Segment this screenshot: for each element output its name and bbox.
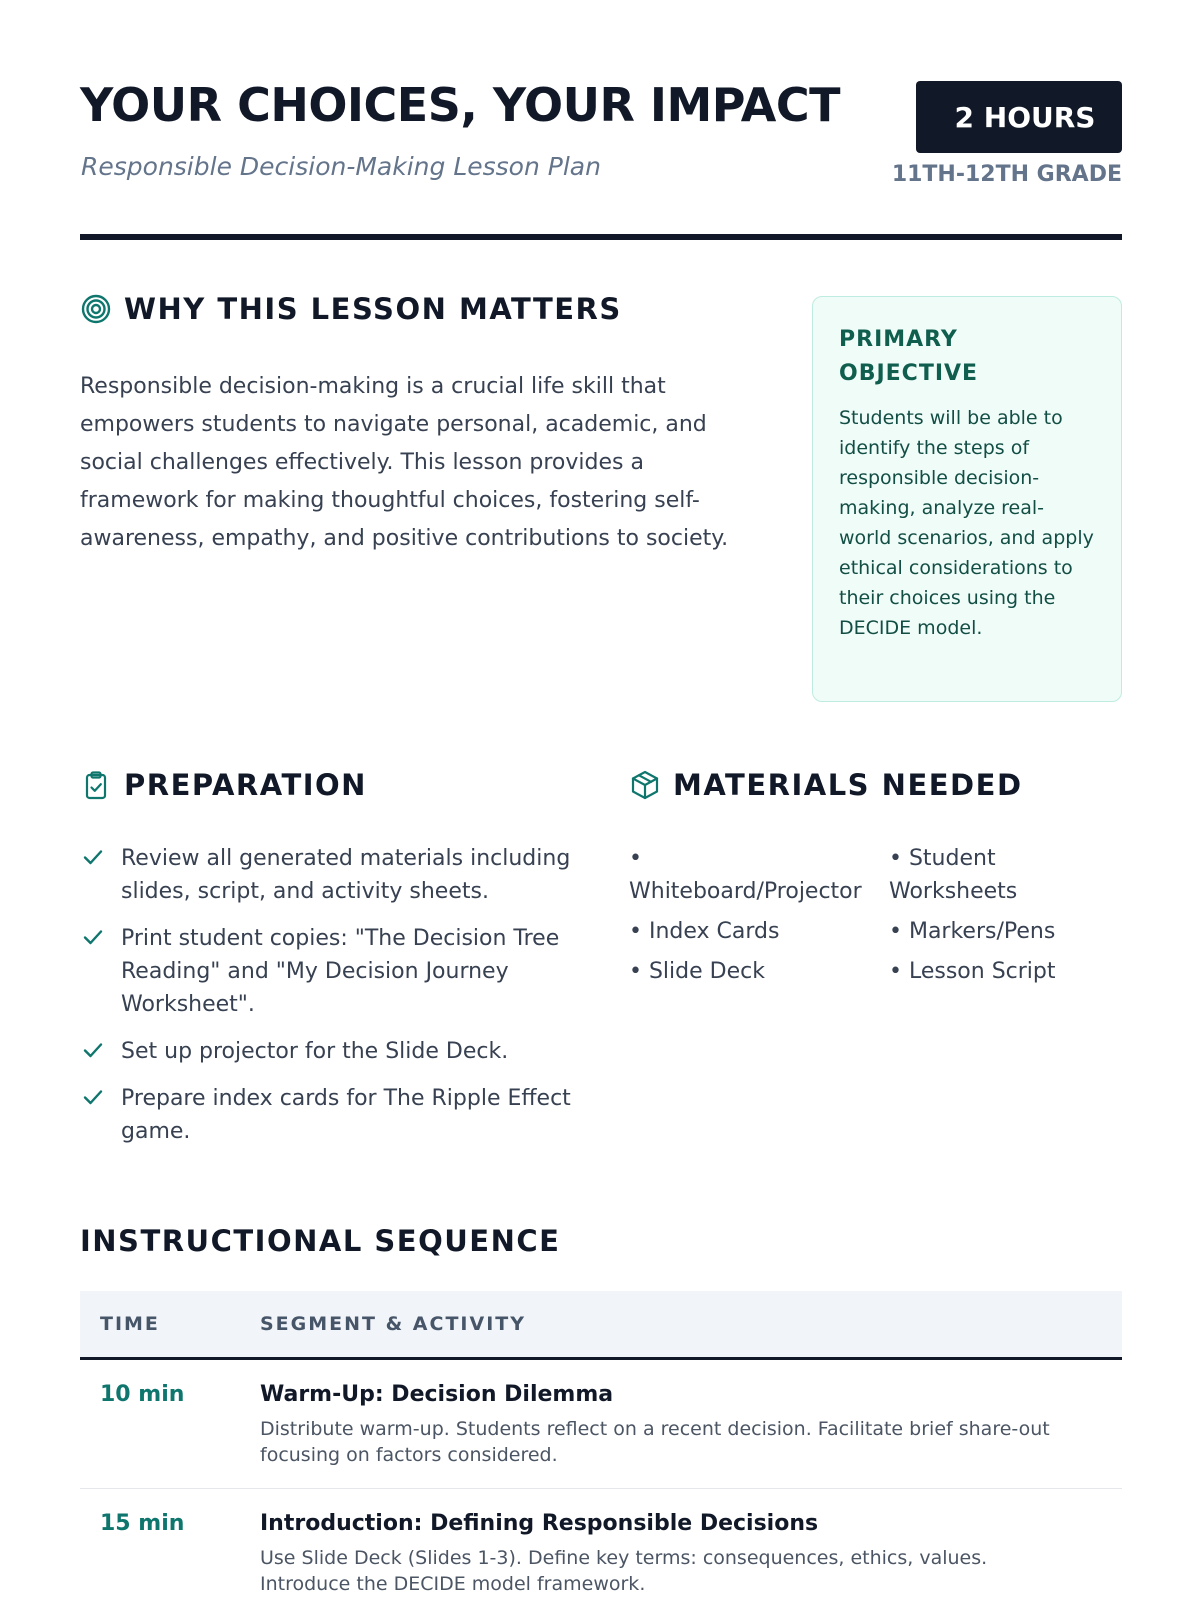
page-title: YOUR CHOICES, YOUR IMPACT xyxy=(80,78,840,132)
list-item: • Index Cards xyxy=(629,915,889,948)
page-subtitle: Responsible Decision-Making Lesson Plan xyxy=(81,152,601,181)
table-header-row xyxy=(80,1291,1122,1359)
target-icon xyxy=(80,293,112,325)
why-section-heading xyxy=(80,292,622,326)
segment-cell xyxy=(240,1359,1122,1489)
list-item: • Student Worksheets xyxy=(889,842,1069,908)
header-divider xyxy=(80,234,1122,240)
materials-heading-text: MATERIALS NEEDED xyxy=(673,768,1023,802)
list-item xyxy=(80,842,600,908)
segment-name: Warm-Up: Decision Dilemma xyxy=(260,1380,1122,1410)
preparation-item-text: Review all generated materials including slides, script, and activity sheets. xyxy=(121,846,570,904)
column-header-segment: SEGMENT & ACTIVITY xyxy=(240,1291,1122,1359)
check-icon xyxy=(82,1086,104,1108)
sequence-table xyxy=(80,1291,1122,1617)
objective-text: Students will be able to identify the steps of responsible decision-making, analyze real-world scenarios, and apply ethical considerations to their choices using the DECIDE model. xyxy=(839,403,1095,643)
preparation-heading-text: PREPARATION xyxy=(124,768,367,802)
segment-time: 15 min xyxy=(100,1509,240,1539)
segment-description: Use Slide Deck (Slides 1-3). Define key terms: consequences, ethics, values. Introduce the DECIDE model framework. xyxy=(260,1545,1122,1597)
segment-name: Introduction: Defining Responsible Decisions xyxy=(260,1509,1122,1539)
list-item: • Whiteboard/Projector xyxy=(629,842,869,908)
materials-list xyxy=(629,842,1129,988)
box-icon xyxy=(629,769,661,801)
primary-objective-card xyxy=(812,296,1122,702)
check-icon xyxy=(82,926,104,948)
time-cell xyxy=(80,1359,240,1489)
list-item xyxy=(80,1035,600,1068)
grade-level: 11TH-12TH GRADE xyxy=(892,162,1122,187)
table-row xyxy=(80,1359,1122,1489)
sequence-heading: INSTRUCTIONAL SEQUENCE xyxy=(80,1224,560,1258)
why-paragraph: Responsible decision-making is a crucial life skill that empowers students to navigate personal, academic, and social challenges effectively. This lesson provides a framework for making thoughtful choices, fostering self-awareness, empathy, and positive contributions to society. xyxy=(80,368,740,558)
list-item: • Slide Deck xyxy=(629,955,889,988)
check-icon xyxy=(82,1039,104,1061)
preparation-list xyxy=(80,842,600,1162)
time-cell xyxy=(80,1489,240,1617)
objective-title: PRIMARY OBJECTIVE xyxy=(839,323,1039,391)
list-item: • Markers/Pens xyxy=(889,915,1129,948)
segment-cell xyxy=(240,1489,1122,1617)
column-header-time: TIME xyxy=(80,1291,240,1359)
segment-time: 10 min xyxy=(100,1380,240,1410)
duration-badge: 2 HOURS xyxy=(916,81,1122,153)
why-heading-text: WHY THIS LESSON MATTERS xyxy=(124,292,622,326)
preparation-heading xyxy=(80,768,367,802)
segment-description: Distribute warm-up. Students reflect on a recent decision. Facilitate brief share-out focusing on factors considered. xyxy=(260,1416,1122,1468)
table-row xyxy=(80,1489,1122,1617)
clipboard-check-icon xyxy=(80,769,112,801)
preparation-item-text: Set up projector for the Slide Deck. xyxy=(121,1039,508,1064)
preparation-item-text: Prepare index cards for The Ripple Effect game. xyxy=(121,1086,571,1144)
preparation-item-text: Print student copies: "The Decision Tree Reading" and "My Decision Journey Worksheet". xyxy=(121,926,559,1017)
list-item xyxy=(80,1082,600,1148)
list-item: • Lesson Script xyxy=(889,955,1129,988)
check-icon xyxy=(82,846,104,868)
materials-heading xyxy=(629,768,1023,802)
list-item xyxy=(80,922,600,1021)
